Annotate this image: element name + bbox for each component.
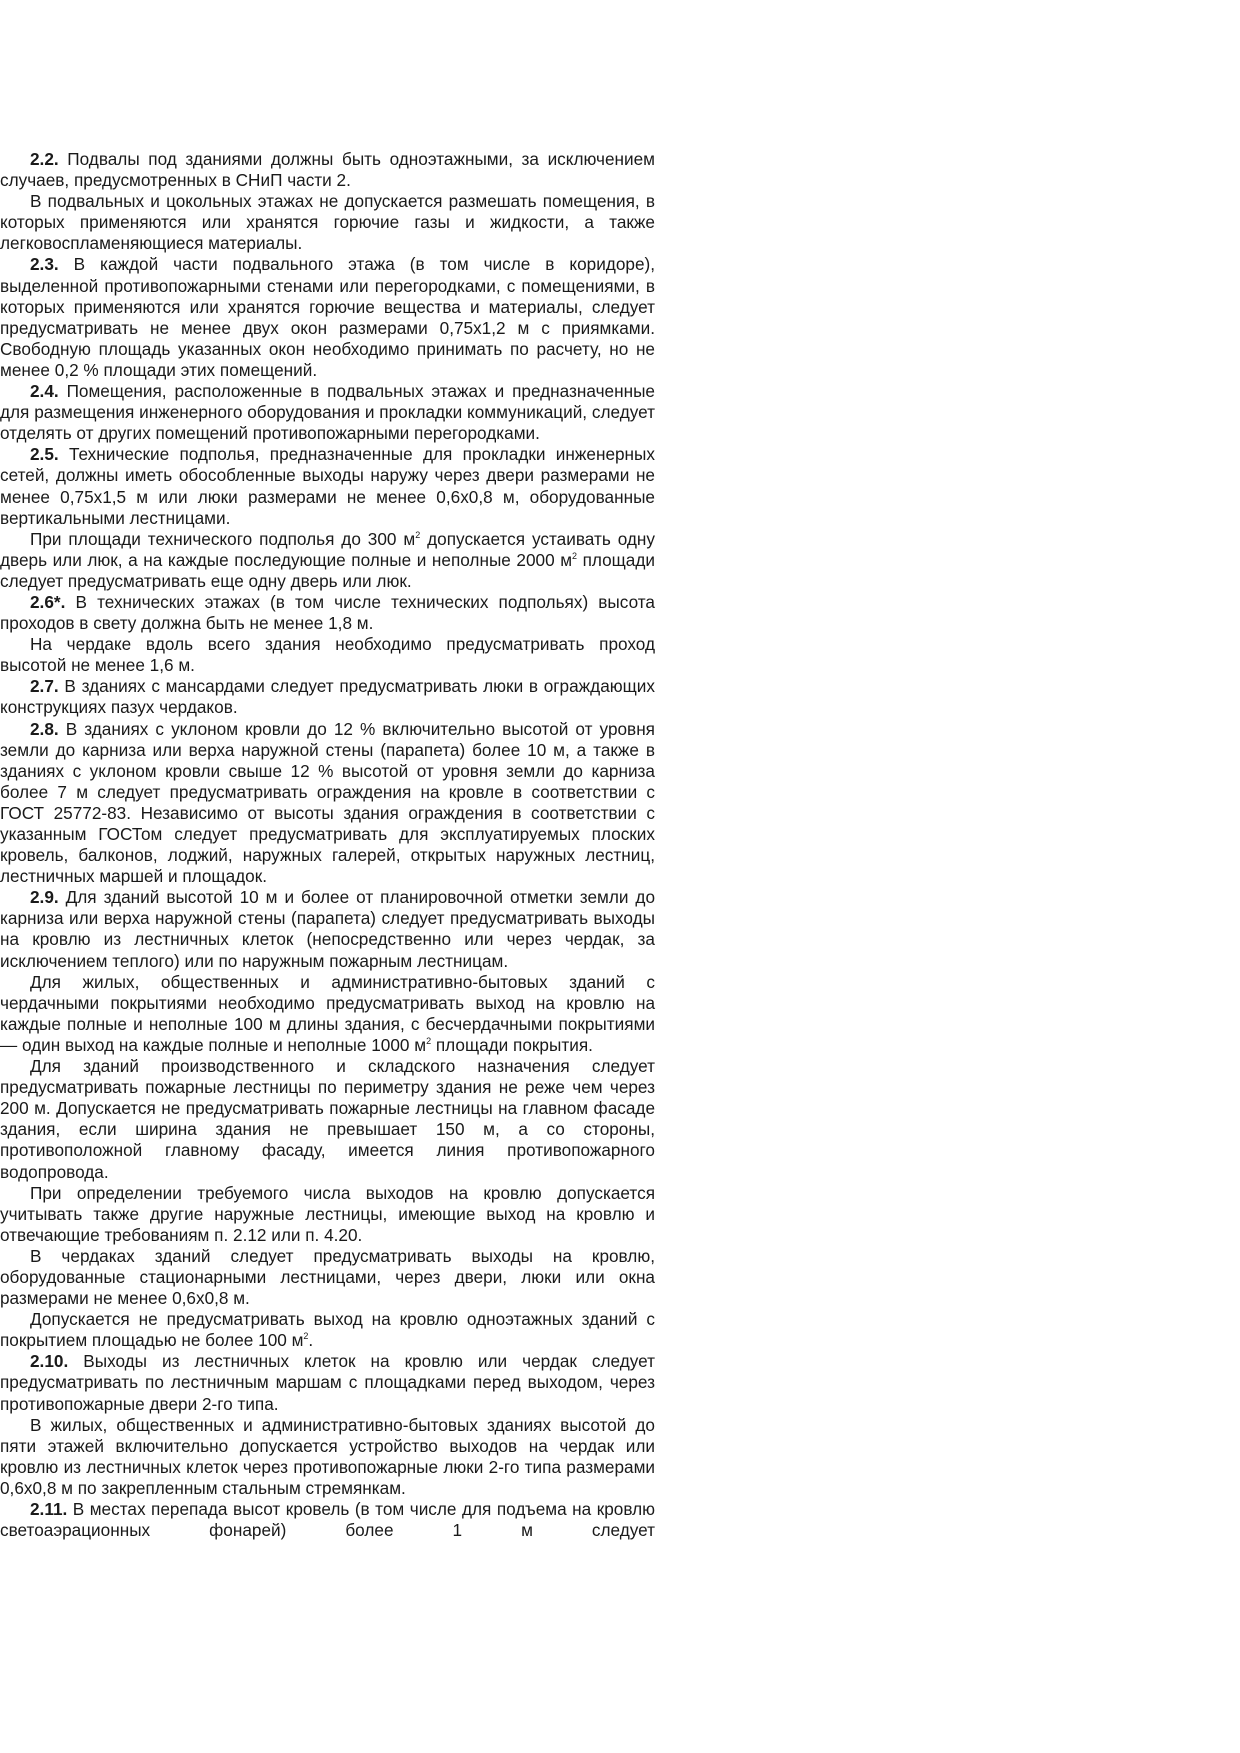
paragraph	[0, 1415, 655, 1499]
clause-number: 2.11.	[30, 1499, 68, 1519]
superscript: 2	[415, 529, 421, 540]
clause-number: 2.4.	[30, 381, 59, 402]
superscript: 2	[572, 550, 578, 561]
paragraph-2-6	[0, 592, 655, 634]
paragraph-2-4	[0, 381, 655, 444]
paragraph-text: Допускается не предусматривать выход на кровлю одноэтажных зданий с покрытием площадью не более 100 м	[0, 1309, 655, 1351]
paragraph-text: В технических этажах (в том числе технических подпольях) высота проходов в свету должна быть не менее 1,8 м.	[0, 591, 655, 634]
paragraph-text: В жилых, общественных и административно-бытовых зданиях высотой до пяти этажей включительно допускается устройство выходов на чердак или кровлю из лестничных клеток через противопожарные люки 2-го типа размерами 0,6х0,8 м по закрепленным стальным стремянкам.	[0, 1414, 655, 1498]
clause-number: 2.8.	[30, 718, 59, 739]
paragraph-text: площади покрытия.	[431, 1034, 593, 1055]
paragraph-text: В каждой части подвального этажа (в том числе в коридоре), выделенной противопожарными стенами или перегородками, с помещениями, в которых применяются или хранятся горючие вещества и материалы, следует предусматривать не менее двух окон размерами 0,75х1,2 м с приямками. Свободную площадь указанных окон необходимо принимать по расчету, но не менее 0,2 % площади этих помещений.	[0, 254, 656, 380]
clause-number: 2.9.	[30, 887, 59, 908]
paragraph-2-7	[0, 676, 655, 718]
paragraph-2-5	[0, 444, 655, 528]
clause-number: 2.6*.	[30, 591, 66, 612]
clause-number: 2.3.	[30, 254, 59, 275]
paragraph-text: При определении требуемого числа выходов на кровлю допускается учитывать также другие наружные лестницы, имеющие выход на кровлю и отвечающие требованиям п. 2.12 или п. 4.20.	[0, 1182, 655, 1245]
superscript: 2	[303, 1331, 309, 1342]
paragraph	[0, 191, 655, 254]
clause-number: 2.2.	[30, 149, 59, 169]
paragraph	[0, 1246, 655, 1309]
paragraph-2-9	[0, 887, 655, 971]
paragraph	[0, 972, 655, 1056]
paragraph-text: В зданиях с мансардами следует предусматривать люки в ограждающих конструкциях пазух чердаков.	[0, 676, 655, 718]
paragraph-text: В местах перепада высот кровель (в том числе для подъема на кровлю светоаэрационных фонарей) более 1 м следует	[0, 1499, 655, 1541]
clause-number: 2.7.	[30, 676, 59, 697]
paragraph	[0, 1056, 655, 1183]
paragraph-text: .	[308, 1330, 314, 1351]
paragraph	[0, 1309, 655, 1351]
paragraph-text: В чердаках зданий следует предусматривать выходы на кровлю, оборудованные стационарными лестницами, через двери, люки или окна размерами не менее 0,6х0,8 м.	[0, 1245, 655, 1309]
paragraph-text: Для жилых, общественных и административно-бытовых зданий с чердачными покрытиями необходимо предусматривать выход на кровлю на каждые полные и неполные 100 м длины здания, с бесчердачными покрытиями — один выход на каждые полные и неполные 1000 м	[0, 971, 655, 1055]
paragraph-text: Выходы из лестничных клеток на кровлю или чердак следует предусматривать по лестничным маршам с площадками перед выходом, через противопожарные двери 2-го типа.	[0, 1351, 655, 1414]
paragraph-text: площади следует предусматривать еще одну дверь или люк.	[0, 549, 655, 591]
paragraph	[0, 1183, 655, 1246]
paragraph-text: На чердаке вдоль всего здания необходимо предусматривать проход высотой не менее 1,6 м.	[0, 634, 655, 676]
paragraph	[0, 529, 655, 592]
paragraph-2-11	[0, 1499, 655, 1541]
paragraph-text: Технические подполья, предназначенные для прокладки инженерных сетей, должны иметь обособленные выходы наружу через двери размерами не менее 0,75х1,5 м или люки размерами не менее 0,6х0,8 м, оборудованные вертикальными лестницами.	[0, 444, 655, 528]
paragraph-text: Подвалы под зданиями должны быть одноэтажными, за исключением случаев, предусмотренных в СНиП части 2.	[0, 149, 655, 191]
document-body	[0, 149, 655, 1541]
paragraph-2-10	[0, 1351, 655, 1414]
paragraph-text: В подвальных и цокольных этажах не допускается размешать помещения, в которых применяются или хранятся горючие газы и жидкости, а также легковоспламеняющиеся материалы.	[0, 191, 655, 254]
paragraph-text: При площади технического подполья до 300 м	[30, 528, 416, 549]
paragraph-text: допускается устаивать одну дверь или люк, а на каждые последующие полные и неполные 2000 м	[0, 528, 655, 570]
paragraph-2-8	[0, 719, 655, 888]
paragraph	[0, 634, 655, 676]
paragraph-text: Для зданий производственного и складского назначения следует предусматривать пожарные лестницы по периметру здания не реже чем через 200 м. Допускается не предусматривать пожарные лестницы на главном фасаде здания, если ширина здания не превышает 150 м, а со стороны, противоположной главному фасаду, имеется линия противопожарного водопровода.	[0, 1056, 655, 1182]
clause-number: 2.5.	[30, 444, 59, 465]
clause-number: 2.10.	[30, 1351, 69, 1372]
paragraph-text: В зданиях с уклоном кровли до 12 % включительно высотой от уровня земли до карниза или верха наружной стены (парапета) более 10 м, а также в зданиях с уклоном кровли свыше 12 % высотой от уровня земли до карниза более 7 м следует предусматривать ограждения на кровле в соответствии с ГОСТ 25772-83. Независимо от высоты здания ограждения в соответствии с указанным ГОСТом следует предусматривать для эксплуатируемых плоских кровель, балконов, лоджий, наружных галерей, открытых наружных лестниц, лестничных маршей и площадок.	[0, 718, 655, 887]
paragraph-2-2	[0, 149, 655, 191]
paragraph-text: Для зданий высотой 10 м и более от планировочной отметки земли до карниза или верха наружной стены (парапета) следует предусматривать выходы на кровлю из лестничных клеток (непосредственно или через чердак, за исключением теплого) или по наружным пожарным лестницам.	[0, 887, 655, 971]
paragraph-2-3	[0, 254, 655, 381]
paragraph-text: Помещения, расположенные в подвальных этажах и предназначенные для размещения инженерного оборудования и прокладки коммуникаций, следует отделять от других помещений противопожарными перегородками.	[0, 381, 655, 444]
superscript: 2	[426, 1035, 432, 1046]
